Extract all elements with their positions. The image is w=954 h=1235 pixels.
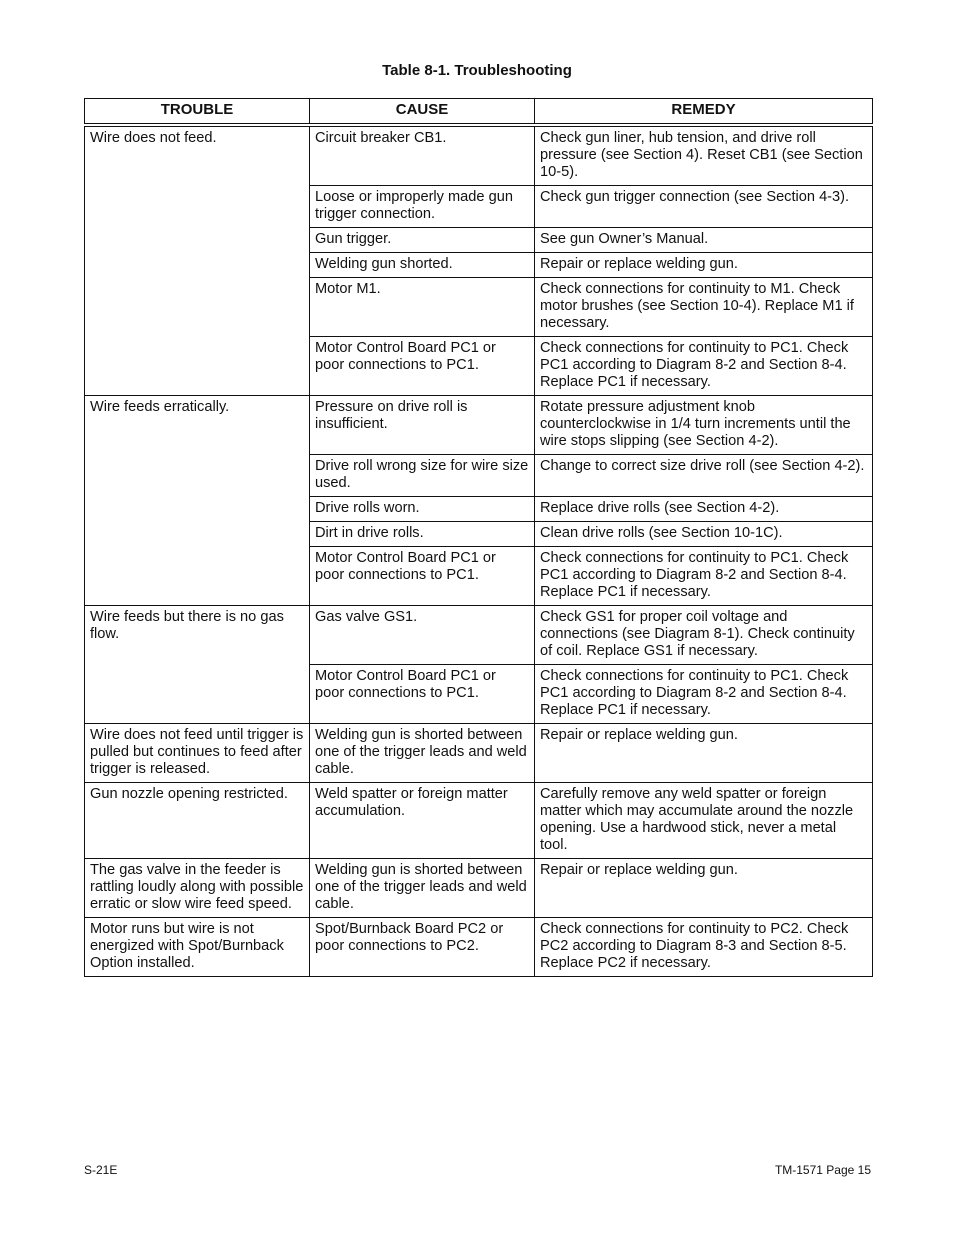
remedy-cell: Replace drive rolls (see Section 4-2).: [535, 497, 873, 522]
table-row: [85, 859, 873, 918]
cause-cell: Motor M1.: [310, 278, 535, 337]
table-header: [85, 99, 873, 126]
cause-cell: Dirt in drive rolls.: [310, 522, 535, 547]
remedy-cell: Check connections for continuity to PC2. Check PC2 according to Diagram 8-3 and Section 8-5. Replace PC2 if necessary.: [535, 918, 873, 977]
remedy-cell: Check connections for continuity to PC1. Check PC1 according to Diagram 8-2 and Section 8-4. Replace PC1 if necessary.: [535, 337, 873, 396]
cause-cell: Motor Control Board PC1 or poor connections to PC1.: [310, 547, 535, 606]
trouble-cell: The gas valve in the feeder is rattling loudly along with possible erratic or slow wire feed speed.: [85, 859, 310, 918]
remedy-cell: Check connections for continuity to M1. Check motor brushes (see Section 10-4). Replace M1 if necessary.: [535, 278, 873, 337]
table-row: [85, 724, 873, 783]
cause-cell: Pressure on drive roll is insufficient.: [310, 396, 535, 455]
cause-cell: Circuit breaker CB1.: [310, 125, 535, 186]
cause-cell: Spot/Burnback Board PC2 or poor connections to PC2.: [310, 918, 535, 977]
table-row: [85, 918, 873, 977]
remedy-cell: Clean drive rolls (see Section 10-1C).: [535, 522, 873, 547]
cause-cell: Drive roll wrong size for wire size used.: [310, 455, 535, 497]
cause-cell: Weld spatter or foreign matter accumulation.: [310, 783, 535, 859]
cause-cell: Welding gun is shorted between one of the trigger leads and weld cable.: [310, 859, 535, 918]
table-row: [85, 125, 873, 186]
remedy-cell: Check GS1 for proper coil voltage and connections (see Diagram 8-1). Check continuity of coil. Replace GS1 if necessary.: [535, 606, 873, 665]
table-row: [85, 396, 873, 455]
footer-page-number: TM-1571 Page 15: [774, 1163, 871, 1177]
remedy-cell: Rotate pressure adjustment knob counterclockwise in 1/4 turn increments until the wire stops slipping (see Section 4-2).: [535, 396, 873, 455]
remedy-cell: Change to correct size drive roll (see Section 4-2).: [535, 455, 873, 497]
table-body: [85, 125, 873, 977]
table-row: [85, 606, 873, 665]
cause-cell: Drive rolls worn.: [310, 497, 535, 522]
remedy-cell: Check gun liner, hub tension, and drive roll pressure (see Section 4). Reset CB1 (see Section 10-5).: [535, 125, 873, 186]
trouble-cell: Motor runs but wire is not energized with Spot/Burnback Option installed.: [85, 918, 310, 977]
cause-cell: Loose or improperly made gun trigger connection.: [310, 186, 535, 228]
cause-cell: Welding gun shorted.: [310, 253, 535, 278]
table-title: Table 8-1. Troubleshooting: [382, 62, 572, 79]
cause-cell: Gun trigger.: [310, 228, 535, 253]
footer-doc-code: S-21E: [84, 1163, 118, 1177]
remedy-cell: Carefully remove any weld spatter or foreign matter which may accumulate around the nozzle opening. Use a hardwood stick, never a metal tool.: [535, 783, 873, 859]
table-row: [85, 783, 873, 859]
trouble-cell: Wire feeds erratically.: [85, 396, 310, 606]
header-row: [85, 99, 873, 126]
remedy-cell: Check connections for continuity to PC1. Check PC1 according to Diagram 8-2 and Section 8-4. Replace PC1 if necessary.: [535, 547, 873, 606]
trouble-cell: Gun nozzle opening restricted.: [85, 783, 310, 859]
header-remedy: REMEDY: [535, 99, 873, 126]
trouble-cell: Wire does not feed.: [85, 125, 310, 396]
troubleshooting-table: [84, 98, 873, 977]
cause-cell: Motor Control Board PC1 or poor connections to PC1.: [310, 337, 535, 396]
remedy-cell: Repair or replace welding gun.: [535, 253, 873, 278]
remedy-cell: Repair or replace welding gun.: [535, 724, 873, 783]
header-cause: CAUSE: [310, 99, 535, 126]
remedy-cell: See gun Owner’s Manual.: [535, 228, 873, 253]
cause-cell: Welding gun is shorted between one of the trigger leads and weld cable.: [310, 724, 535, 783]
remedy-cell: Repair or replace welding gun.: [535, 859, 873, 918]
trouble-cell: Wire feeds but there is no gas flow.: [85, 606, 310, 724]
cause-cell: Gas valve GS1.: [310, 606, 535, 665]
trouble-cell: Wire does not feed until trigger is pulled but continues to feed after trigger is released.: [85, 724, 310, 783]
cause-cell: Motor Control Board PC1 or poor connections to PC1.: [310, 665, 535, 724]
header-trouble: TROUBLE: [85, 99, 310, 126]
remedy-cell: Check gun trigger connection (see Section 4-3).: [535, 186, 873, 228]
remedy-cell: Check connections for continuity to PC1. Check PC1 according to Diagram 8-2 and Section 8-4. Replace PC1 if necessary.: [535, 665, 873, 724]
